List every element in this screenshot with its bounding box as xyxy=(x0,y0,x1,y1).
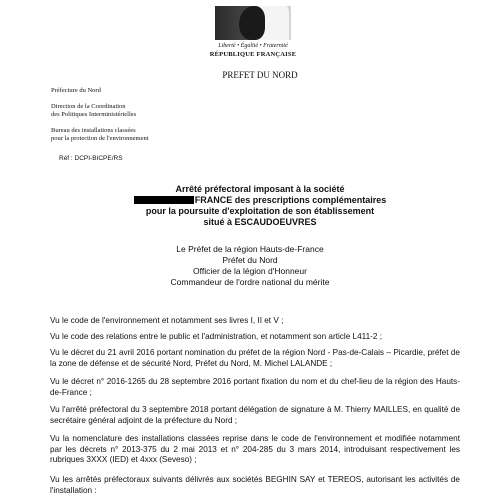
considerant-3: Vu le décret du 21 avril 2016 portant nomination du préfet de la région Nord - Pas-de-Calais – Picardie, préfet de la zone de défense et de sécurité Nord, Préfet du Nord, M. Michel LALANDE ; xyxy=(50,348,460,368)
sender-prefecture: Préfecture du Nord xyxy=(51,87,101,94)
title-line-2 xyxy=(120,195,400,206)
prefet-heading: PREFET DU NORD xyxy=(222,70,298,80)
republic-motto: Liberté • Égalité • Fraternité xyxy=(218,43,288,49)
marianne-logo xyxy=(209,6,297,66)
signatory-line-4: Commandeur de l'ordre national du mérite xyxy=(170,277,330,287)
considerant-6: Vu la nomenclature des installations classées reprise dans le code de l'environnement et modifiée notamment par les décrets n° 2013-375 du 2 mai 2013 et n° 204-285 du 3 mars 2014, introduisant respectivement les rubriques 3XXX (IED) et 4xxx (Seveso) ; xyxy=(50,434,460,464)
signatory-line-2: Préfet du Nord xyxy=(222,255,278,265)
signatory-line-3: Officier de la légion d'Honneur xyxy=(193,266,307,276)
reference: Réf : DCPI-BICPE/RS xyxy=(59,155,123,162)
sender-direction-line-2: des Politiques Interministérielles xyxy=(51,111,137,118)
sender-direction-line-1: Direction de la Coordination xyxy=(51,103,126,110)
considerant-2: Vu le code des relations entre le public et l'administration, et notamment son article L411-2 ; xyxy=(50,332,382,341)
title-line-4: situé à ESCAUDOEUVRES xyxy=(203,217,317,227)
sender-bureau-line-2: pour la protection de l'environnement xyxy=(51,135,149,142)
title-line-2-text: FRANCE des prescriptions complémentaires xyxy=(194,195,387,205)
marianne-emblem-icon xyxy=(215,6,291,40)
signatory-line-1: Le Préfet de la région Hauts-de-France xyxy=(176,244,324,254)
title-line-1: Arrêté préfectoral imposant à la société xyxy=(175,184,345,194)
document-title xyxy=(120,184,400,228)
sender-bureau-line-1: Bureau des installations classées xyxy=(51,127,136,134)
considerant-5: Vu l'arrêté préfectoral du 3 septembre 2018 portant délégation de signature à M. Thierry MAILLES, en qualité de secrétaire général adjoint de la préfecture du Nord ; xyxy=(50,405,460,425)
considerant-7: Vu les arrêtés préfectoraux suivants délivrés aux sociétés BEGHIN SAY et TEREOS, autorisant les activités de l'installation : xyxy=(50,475,460,495)
republic-name: RÉPUBLIQUE FRANÇAISE xyxy=(209,51,297,58)
considerant-4: Vu le décret n° 2016-1265 du 28 septembre 2016 portant fixation du nom et du chef-lieu de la région des Hauts-de-France ; xyxy=(50,377,460,397)
considerant-1: Vu le code de l'environnement et notamment ses livres I, II et V ; xyxy=(50,316,284,325)
redaction-bar xyxy=(134,196,194,204)
title-line-3: pour la poursuite d'exploitation de son établissement xyxy=(145,206,375,216)
signatory-block xyxy=(130,244,370,288)
